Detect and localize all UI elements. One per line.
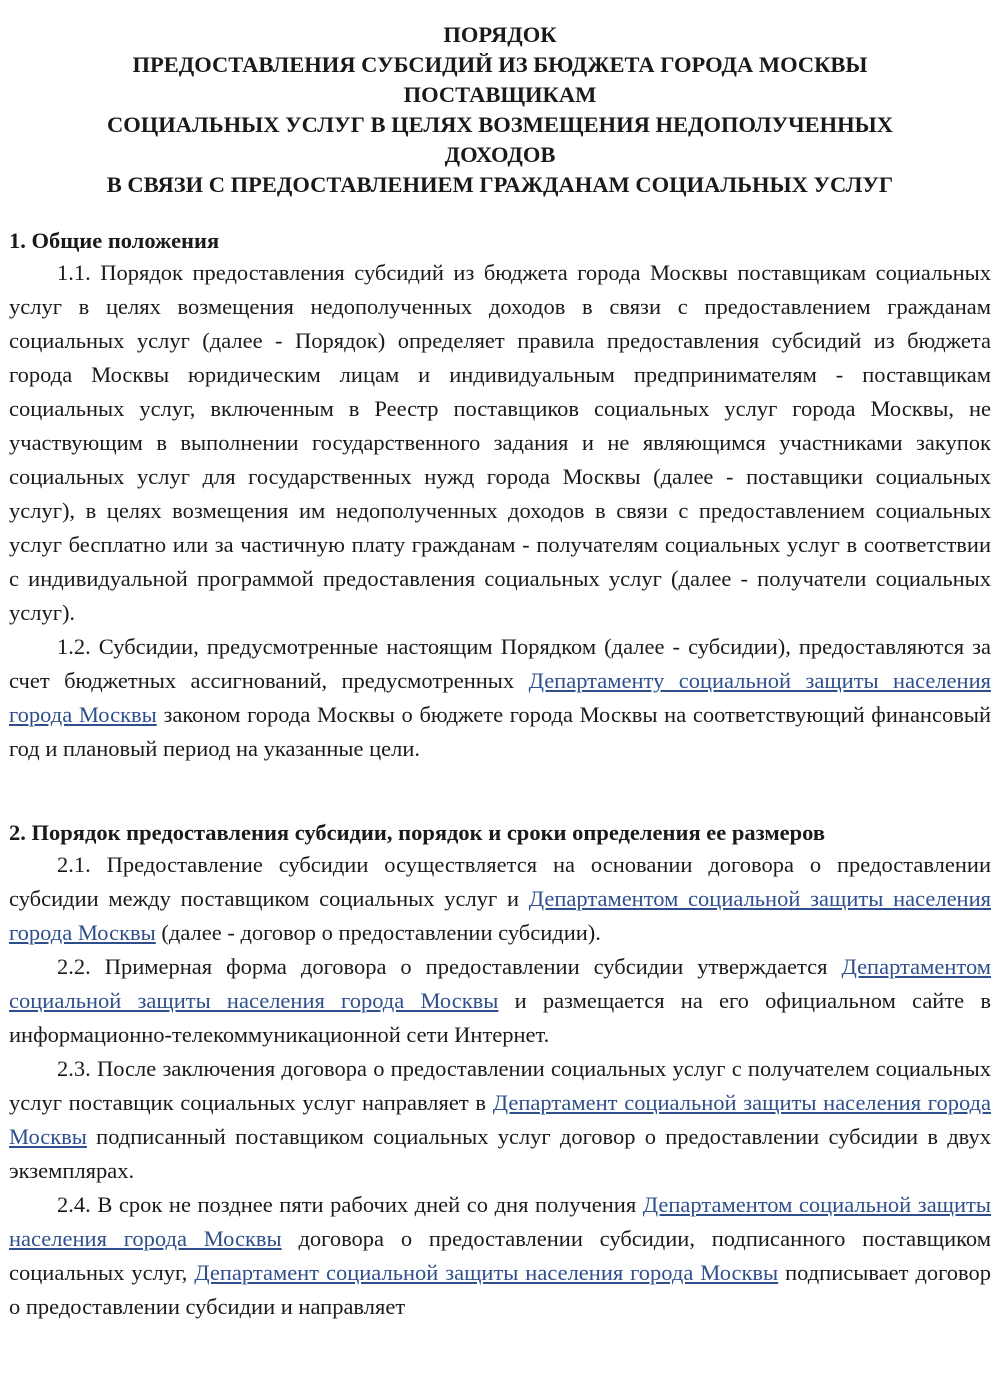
text-span: 2.1. Предоставление субсидии осуществляется на основании договора о предоставлении субсидии между поставщиком социальных услуг и: [9, 852, 991, 911]
paragraph-1-2: [9, 630, 991, 766]
title-line: СОЦИАЛЬНЫХ УСЛУГ В ЦЕЛЯХ ВОЗМЕЩЕНИЯ НЕДОПОЛУЧЕННЫХ: [107, 112, 893, 137]
paragraph-2-3: [9, 1052, 991, 1188]
title-line: В СВЯЗИ С ПРЕДОСТАВЛЕНИЕМ ГРАЖДАНАМ СОЦИАЛЬНЫХ УСЛУГ: [106, 172, 894, 197]
text-span: 1.2. Субсидии, предусмотренные настоящим Порядком (далее - субсидии), предоставляются за счет бюджетных ассигнований, предусмотренных: [9, 634, 991, 693]
department-link[interactable]: Департаментом социальной защиты населения города Москвы: [9, 886, 991, 945]
text-span: подписанный поставщиком социальных услуг договор о предоставлении субсидии в двух экземплярах.: [9, 1124, 991, 1183]
title-line: ПРЕДОСТАВЛЕНИЯ СУБСИДИЙ ИЗ БЮДЖЕТА ГОРОДА МОСКВЫ: [132, 52, 868, 77]
paragraph-2-4: [9, 1188, 991, 1324]
text-span: законом города Москвы о бюджете города Москвы на соответствующий финансовый год и плановый период на указанные цели.: [9, 702, 991, 761]
text-span: 2.3. После заключения договора о предоставлении социальных услуг с получателем социальных услуг поставщик социальных услуг направляет в: [9, 1056, 991, 1115]
department-link[interactable]: Департаментом социальной защиты населения города Москвы: [9, 1192, 991, 1251]
paragraph-2-1: [9, 848, 991, 950]
text-span: договора о предоставлении субсидии, подписанного поставщиком социальных услуг,: [9, 1226, 991, 1285]
title-line: ДОХОДОВ: [444, 142, 556, 167]
department-link[interactable]: Департаменту социальной защиты населения города Москвы: [9, 668, 991, 727]
title-line: ПОСТАВЩИКАМ: [403, 82, 597, 107]
text-span: (далее - договор о предоставлении субсидии).: [155, 920, 601, 945]
section-2-heading: 2. Порядок предоставления субсидии, порядок и сроки определения ее размеров: [9, 820, 825, 845]
text-span: подписывает договор о предоставлении субсидии и направляет: [9, 1260, 991, 1319]
department-link[interactable]: Департамент социальной защиты населения города Москвы: [9, 1090, 991, 1149]
section-1-heading: 1. Общие положения: [9, 228, 220, 253]
spacer: [9, 766, 991, 818]
text-span: 2.2. Примерная форма договора о предоставлении субсидии утверждается: [57, 954, 842, 979]
text-span: 2.4. В срок не позднее пяти рабочих дней со дня получения: [57, 1192, 643, 1217]
paragraph-1-1: 1.1. Порядок предоставления субсидий из бюджета города Москвы поставщикам социальных услуг в целях возмещения недополученных доходов в связи с предоставлением гражданам социальных услуг (далее - Порядок) определяет правила предоставления субсидий из бюджета города Москвы юридическим лицам и индивидуальным предпринимателям - поставщикам социальных услуг, включенным в Реестр поставщиков социальных услуг города Москвы, не участвующим в выполнении государственного задания и не являющимся участниками закупок социальных услуг для государственных нужд города Москвы (далее - поставщики социальных услуг), в целях возмещения им недополученных доходов в связи с предоставлением социальных услуг бесплатно или за частичную плату гражданам - получателям социальных услуг в соответствии с индивидуальной программой предоставления социальных услуг (далее - получатели социальных услуг).: [9, 260, 991, 625]
paragraph-2-2: [9, 950, 991, 1052]
text-span: и размещается на его официальном сайте в информационно-телекоммуникационной сети Интернет.: [9, 988, 991, 1047]
document-title: [9, 20, 991, 200]
department-link[interactable]: Департамент социальной защиты населения города Москвы: [194, 1260, 779, 1285]
title-line: ПОРЯДОК: [443, 22, 557, 47]
department-link[interactable]: Департаментом социальной защиты населения города Москвы: [9, 954, 991, 1013]
